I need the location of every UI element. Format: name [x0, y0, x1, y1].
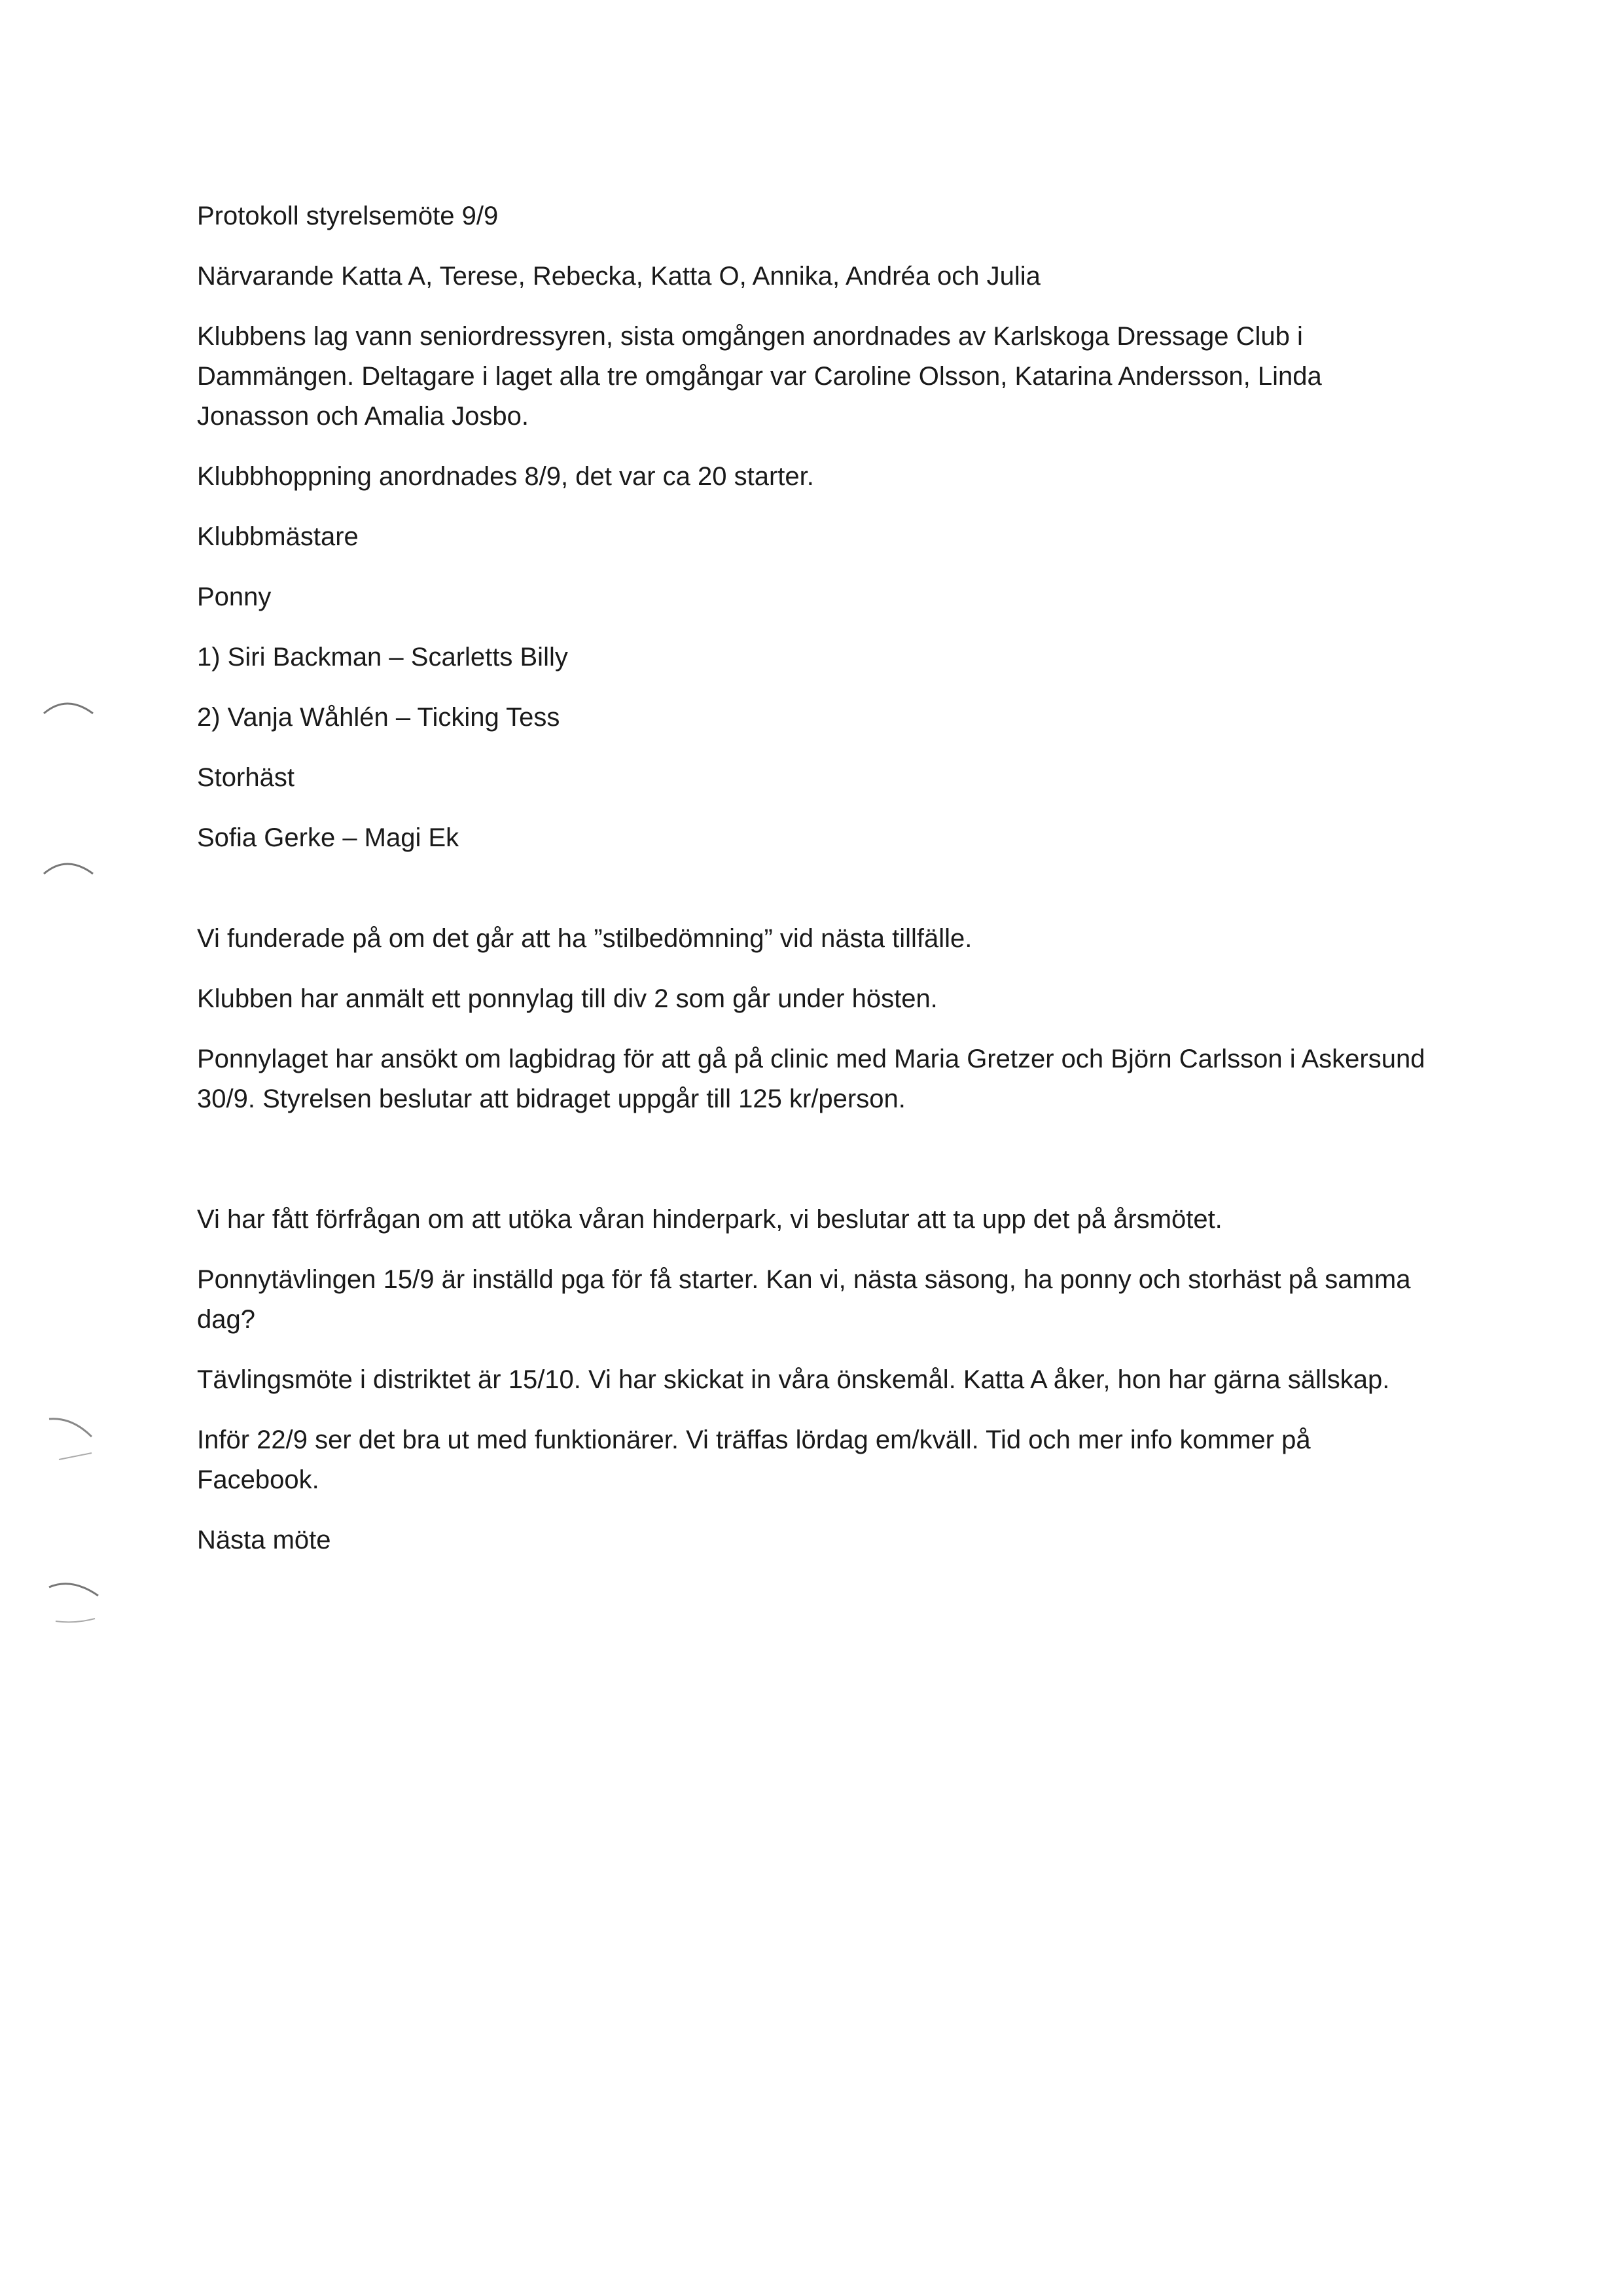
punch-hole-mark [46, 1577, 105, 1604]
heading-horse: Storhäst [197, 763, 294, 792]
punch-hole-mark [46, 1414, 105, 1440]
punch-hole-mark [46, 1607, 105, 1633]
spacer [197, 878, 1427, 919]
paragraph-district-meeting: Tävlingsmöte i distriktet är 15/10. Vi har skickat in våra önskemål. Katta A åker, hon har gärna sällskap. [197, 1365, 1390, 1394]
punch-hole-mark [41, 854, 99, 880]
paragraph-next-meeting: Nästa möte [197, 1526, 331, 1554]
paragraph-pony-team: Klubben har anmält ett ponnylag till div 2 som går under hösten. [197, 984, 938, 1013]
paragraph-pony-competition: Ponnytävlingen 15/9 är inställd pga för få starter. Kan vi, nästa säsong, ha ponny och storhäst på samma dag? [197, 1265, 1411, 1334]
paragraph-team-grant: Ponnylaget har ansökt om lagbidrag för att gå på clinic med Maria Gretzer och Björn Carlsson i Askersund 30/9. Styrelsen beslutar att bidraget uppgår till 125 kr/person. [197, 1045, 1425, 1113]
paragraph-style-judging: Vi funderade på om det går att ha ”stilbedömning” vid nästa tillfälle. [197, 924, 972, 953]
paragraph-dressage: Klubbens lag vann seniordressyren, sista omgången anordnades av Karlskoga Dressage Club i Dammängen. Deltagare i laget alla tre omgångar var Caroline Olsson, Katarina Andersson, Linda Jonasson och Amalia Josbo. [197, 322, 1322, 431]
spacer [197, 1139, 1427, 1200]
horse-result: Sofia Gerke – Magi Ek [197, 823, 459, 852]
punch-hole-mark [46, 1443, 105, 1469]
pony-result-1: 1) Siri Backman – Scarletts Billy [197, 643, 568, 672]
attendees: Närvarande Katta A, Terese, Rebecka, Katta O, Annika, Andréa och Julia [197, 262, 1041, 291]
heading-club-champions: Klubbmästare [197, 522, 359, 551]
document-title: Protokoll styrelsemöte 9/9 [197, 202, 499, 230]
document-body [197, 196, 1427, 1581]
paragraph-club-jumping: Klubbhoppning anordnades 8/9, det var ca 20 starter. [197, 462, 814, 491]
punch-hole-mark [41, 694, 99, 720]
paragraph-obstacle-park: Vi har fått förfrågan om att utöka våran hinderpark, vi beslutar att ta upp det på årsmötet. [197, 1205, 1222, 1234]
pony-result-2: 2) Vanja Wåhlén – Ticking Tess [197, 703, 560, 732]
paragraph-officials: Inför 22/9 ser det bra ut med funktionärer. Vi träffas lördag em/kväll. Tid och mer info kommer på Facebook. [197, 1426, 1311, 1494]
heading-pony: Ponny [197, 583, 272, 611]
